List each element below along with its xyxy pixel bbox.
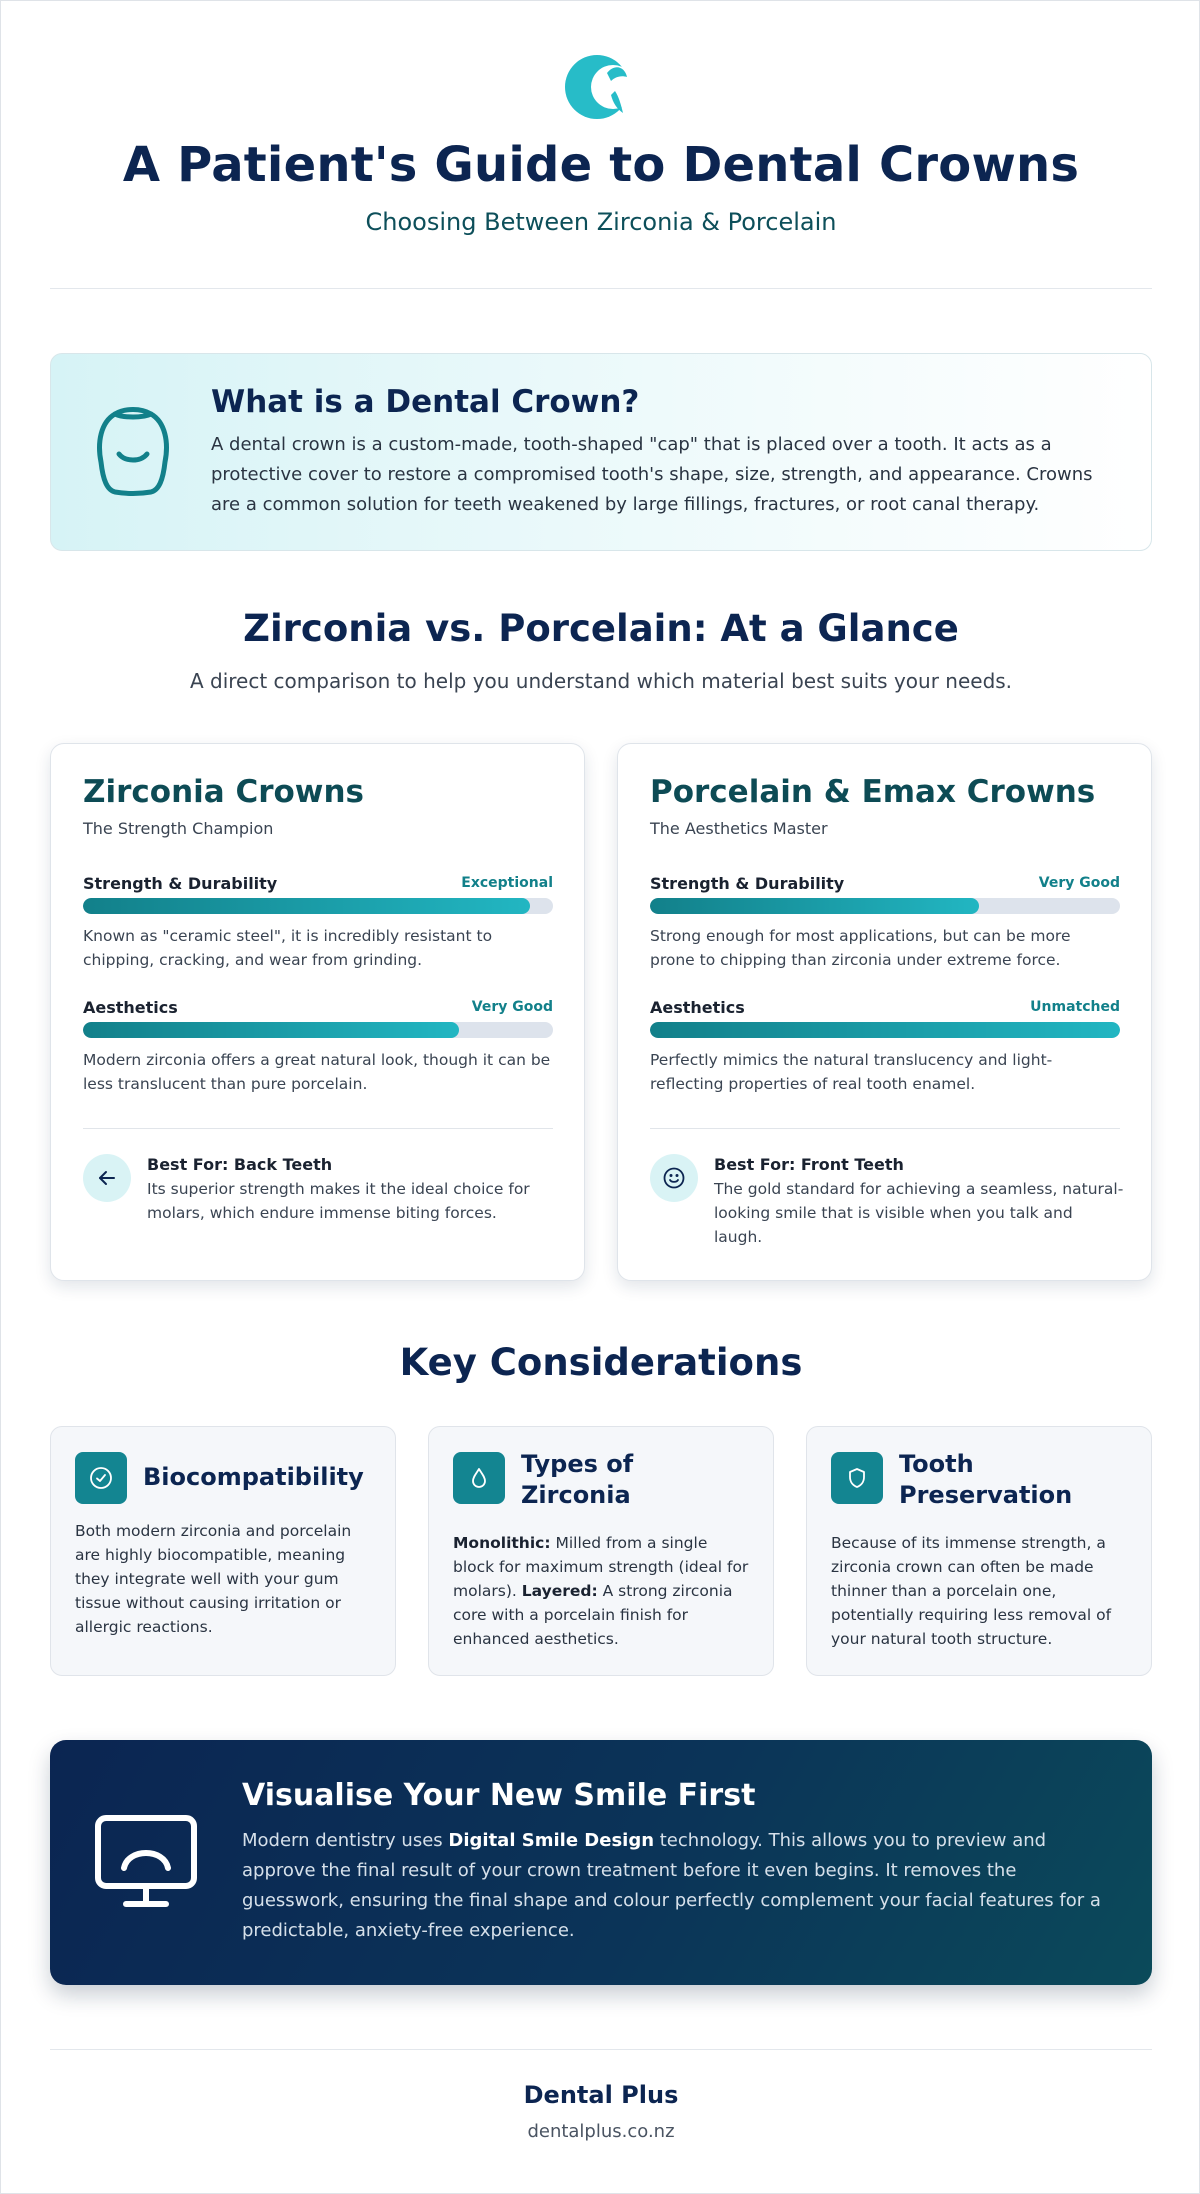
best-for-badge (83, 1154, 131, 1202)
cta-heading: Visualise Your New Smile First (242, 1778, 756, 1813)
rating-bar-fill (650, 1022, 1120, 1038)
digital-smile-design-banner (50, 1740, 1152, 1985)
card-divider (650, 1128, 1120, 1129)
metric-label: Aesthetics (83, 998, 178, 1017)
porcelain-card (617, 743, 1152, 1281)
layered-text: A strong zirconia core with a porcelain finish for enhanced aesthetics. (453, 1582, 733, 1648)
monitor-smile-icon (94, 1814, 198, 1910)
header-divider (50, 288, 1152, 289)
best-for-title: Best For: Front Teeth (714, 1155, 904, 1174)
metric-label: Strength & Durability (650, 874, 845, 893)
consideration-title: Tooth Preservation (899, 1450, 1073, 1509)
best-for-badge (650, 1154, 698, 1202)
best-for-description: Its superior strength makes it the ideal choice for molars, which endure immense biting forces. (147, 1180, 530, 1222)
consideration-body: Because of its immense strength, a zirconia crown can often be made thinner than a porcelain one, potentially requiring less removal of your natural tooth structure. (831, 1534, 1112, 1648)
tooth-icon (95, 406, 171, 498)
rating-bar-fill (83, 1022, 459, 1038)
metric-rating: Exceptional (461, 875, 553, 891)
footer-brand: Dental Plus (523, 2081, 679, 2109)
rating-bar (650, 1022, 1120, 1038)
arrow-left-icon (95, 1166, 119, 1190)
rating-bar (650, 898, 1120, 914)
consideration-body (453, 1531, 753, 1651)
crescent-tooth-logo-icon (565, 51, 637, 123)
best-for-description: The gold standard for achieving a seamless, natural-looking smile that is visible when you talk and laugh. (714, 1180, 1124, 1246)
metric-description: Modern zirconia offers a great natural look, though it can be less translucent than pure porcelain. (83, 1051, 551, 1093)
metric-label: Strength & Durability (83, 874, 278, 893)
metric-rating: Very Good (471, 999, 553, 1015)
consideration-icon-tile (831, 1452, 883, 1504)
rating-bar-fill (83, 898, 530, 914)
consideration-tooth-preservation (806, 1426, 1152, 1676)
metric-description: Strong enough for most applications, but can be more prone to chipping than zirconia under extreme force. (650, 927, 1071, 969)
consideration-title: Biocompatibility (143, 1463, 364, 1491)
page-subtitle: Choosing Between Zirconia & Porcelain (365, 208, 837, 236)
consideration-biocompatibility (50, 1426, 396, 1676)
layered-label: Layered: (521, 1582, 598, 1600)
card-title: Porcelain & Emax Crowns (650, 774, 1096, 810)
intro-body: A dental crown is a custom-made, tooth-shaped "cap" that is placed over a tooth. It acts as a protective cover to restore a compromised tooth's shape, size, strength, and appearance. Crowns are a common solution for teeth weakened by large fillings, fractures, or root canal therapy. (211, 434, 1093, 515)
cta-body-after: technology. This allows you to preview and approve the final result of your crown treatment before it even begins. It removes the guesswork, ensuring the final shape and colour perfectly complement your facial features for a predictable, anxiety-free experience. (242, 1830, 1101, 1941)
card-title: Zirconia Crowns (83, 774, 364, 810)
cta-body-before: Modern dentistry uses (242, 1830, 449, 1851)
monolithic-label: Monolithic: (453, 1534, 551, 1552)
consideration-title: Types of Zirconia (521, 1450, 634, 1509)
check-circle-icon (89, 1466, 113, 1490)
smile-icon (662, 1166, 686, 1190)
rating-bar-fill (650, 898, 979, 914)
considerations-heading: Key Considerations (399, 1341, 803, 1384)
card-tagline: The Strength Champion (83, 819, 274, 838)
page-title: A Patient's Guide to Dental Crowns (122, 137, 1080, 193)
consideration-types-of-zirconia (428, 1426, 774, 1676)
intro-heading: What is a Dental Crown? (211, 384, 640, 420)
metric-description: Perfectly mimics the natural translucency and light-reflecting properties of real tooth enamel. (650, 1051, 1053, 1093)
consideration-body: Both modern zirconia and porcelain are highly biocompatible, meaning they integrate well with your gum tissue without causing irritation or allergic reactions. (75, 1522, 352, 1636)
rating-bar (83, 1022, 553, 1038)
metric-rating: Unmatched (1030, 999, 1120, 1015)
intro-card (50, 353, 1152, 551)
shield-icon (845, 1466, 869, 1490)
rating-bar (83, 898, 553, 914)
metric-rating: Very Good (1038, 875, 1120, 891)
cta-body (242, 1826, 1122, 1946)
card-tagline: The Aesthetics Master (650, 819, 828, 838)
zirconia-card (50, 743, 585, 1281)
comparison-heading: Zirconia vs. Porcelain: At a Glance (243, 607, 959, 650)
comparison-subheading: A direct comparison to help you understand which material best suits your needs. (189, 669, 1013, 693)
card-divider (83, 1128, 553, 1129)
metric-label: Aesthetics (650, 998, 745, 1017)
droplet-icon (467, 1466, 491, 1490)
consideration-icon-tile (75, 1452, 127, 1504)
footer-divider (50, 2049, 1152, 2050)
footer-website[interactable]: dentalplus.co.nz (527, 2121, 675, 2142)
cta-body-bold: Digital Smile Design (448, 1830, 655, 1851)
best-for-title: Best For: Back Teeth (147, 1155, 333, 1174)
metric-description: Known as "ceramic steel", it is incredibly resistant to chipping, cracking, and wear from grinding. (83, 927, 493, 969)
consideration-icon-tile (453, 1452, 505, 1504)
monolithic-text: Milled from a single block for maximum strength (ideal for molars). (453, 1534, 749, 1600)
